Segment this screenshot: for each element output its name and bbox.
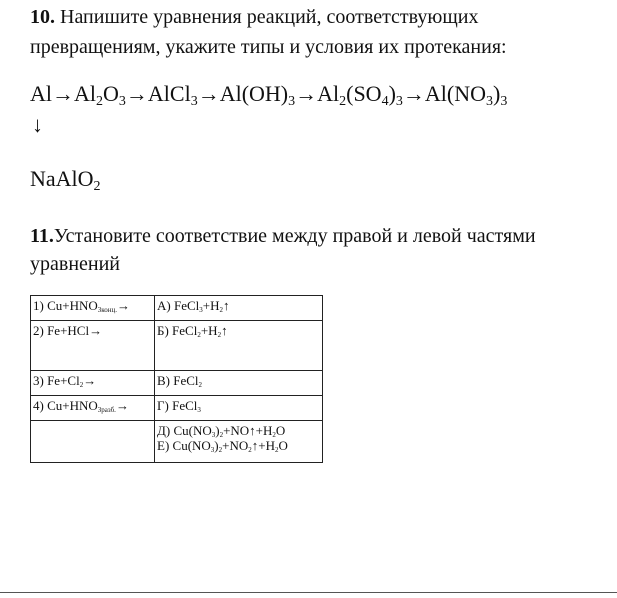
task11-heading — [30, 222, 536, 250]
task10-title-line2: превращениям, укажите типы и условия их протекания: — [30, 36, 507, 58]
task10-number: 10. — [30, 6, 55, 28]
reactant-cell: 1) $Cu+HNO_{3конц.}\to$ — [31, 296, 155, 321]
branch-product: NaAlO$_2$ — [30, 166, 101, 194]
transformation-chain: $Al\to Al_2O_3\to AlCl_3\to Al(OH)_3\to Al_2(SO_4)_3\to Al(NO_3)_3$ — [30, 81, 508, 109]
reactant-cell: 3) $Fe+Cl_2\to$ — [31, 371, 155, 396]
bottom-divider — [0, 592, 617, 593]
task10-title-text: Напишите уравнения реакций, соответствующих — [55, 6, 479, 28]
reactant-cell: 4) $Cu+HNO_{3разб.}\to$ — [31, 396, 155, 421]
product-cell: А) $FeCl_3+H_2↑$ — [155, 296, 323, 321]
down-arrow-icon: ↓ — [32, 112, 43, 137]
product-cell: В) FeCl$_2$ — [155, 371, 323, 396]
product-cell: Г) FeCl$_3$ — [155, 396, 323, 421]
task11-title-line2: уравнений — [30, 253, 121, 275]
table-row — [31, 296, 323, 321]
table-row — [31, 321, 323, 371]
product-cell: Б) $FeCl_2+H_2↑$ — [155, 321, 323, 371]
reactant-cell: 2) Fe+HCl→ — [31, 321, 155, 371]
task10-heading — [30, 3, 478, 31]
table-row — [31, 421, 323, 463]
task11-title-text: Установите соответствие между правой и левой частями — [53, 225, 536, 247]
product-cell: Д) $Cu(NO_3)_2+NO↑+H_2O$ Е) $Cu(NO_3)_2+NO_2↑+H_2O$ — [155, 421, 323, 463]
task11-number: 11. — [30, 225, 54, 247]
matching-table — [30, 295, 323, 463]
empty-cell — [31, 421, 155, 463]
table-row — [31, 396, 323, 421]
table-row — [31, 371, 323, 396]
